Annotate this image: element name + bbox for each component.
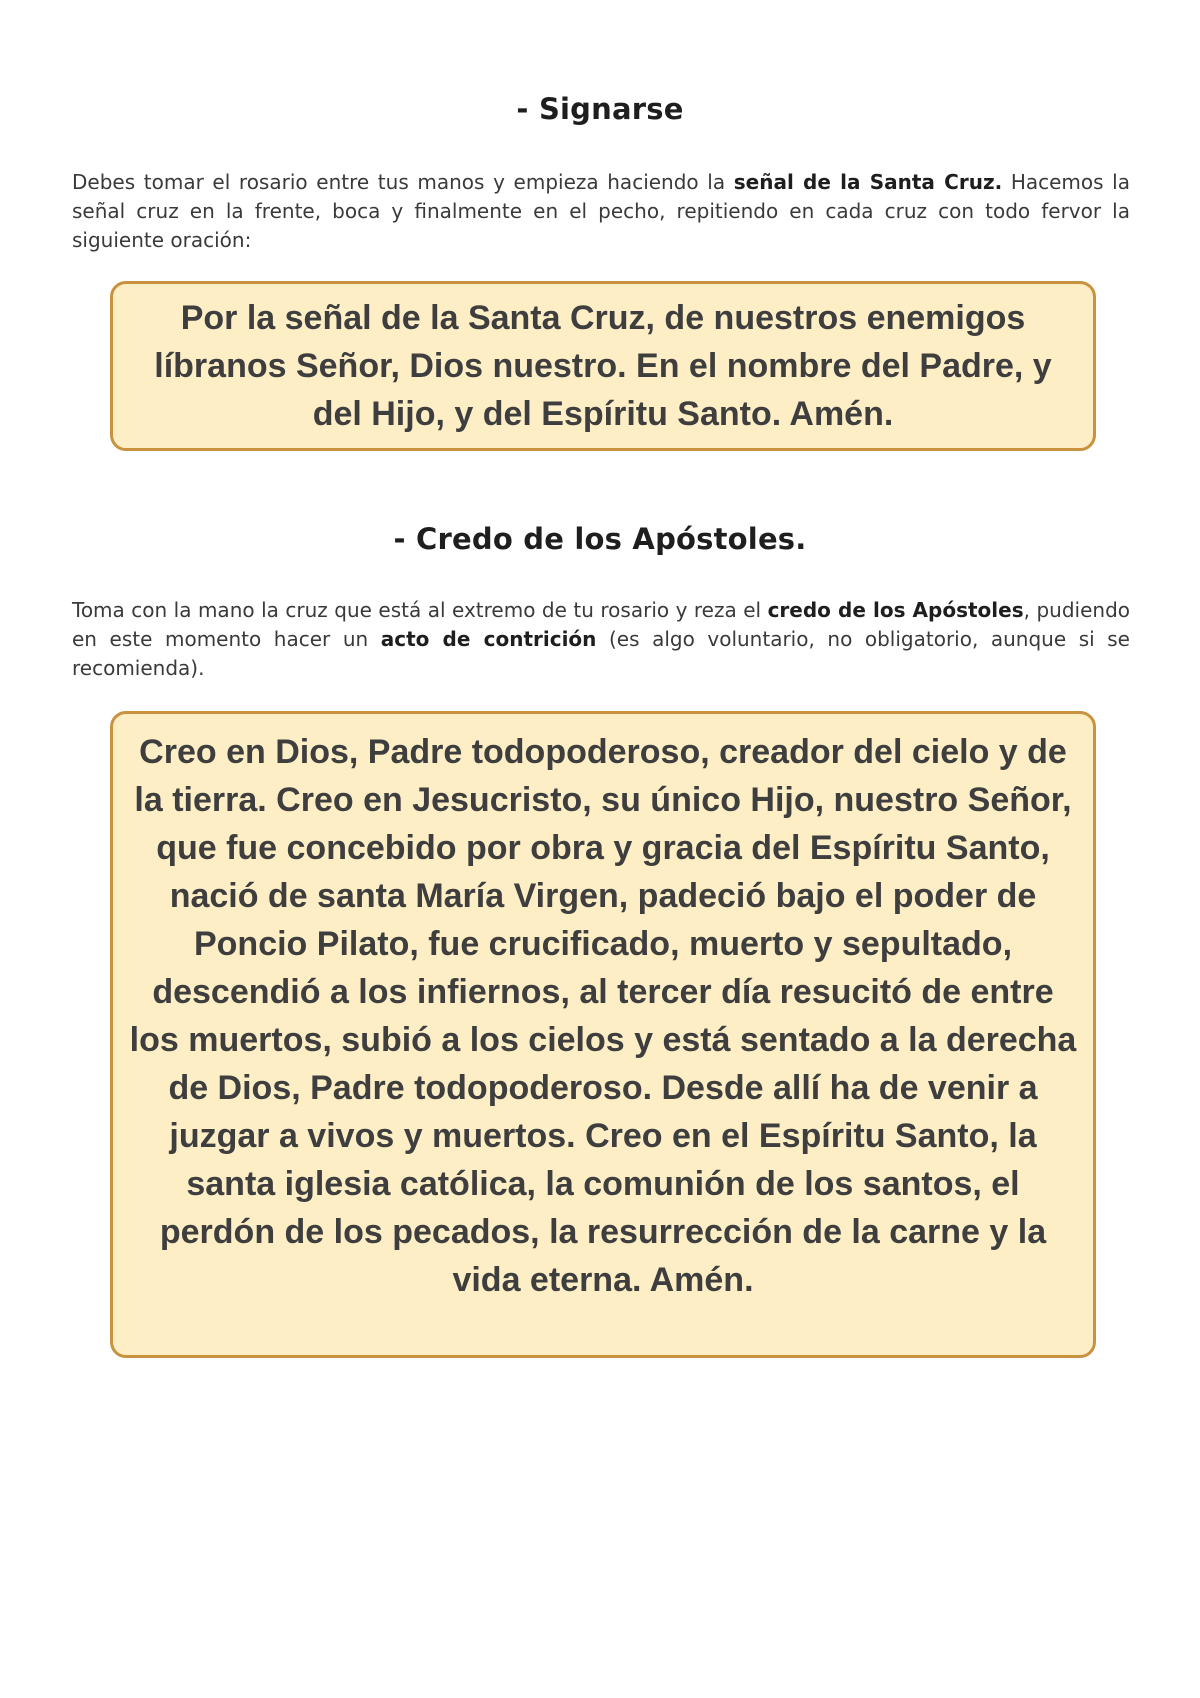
intro-paragraph-signarse: [72, 168, 1130, 255]
bold-text-run: señal de la Santa Cruz.: [733, 170, 1003, 194]
bold-text-run: credo de los Apóstoles: [767, 598, 1024, 622]
prayer-text: Creo en Dios, Padre todopoderoso, creador del cielo y de la tierra. Creo en Jesucristo, su único Hijo, nuestro Señor, que fue concebido por obra y gracia del Espíritu Santo, nació de santa María Virgen, padeció bajo el poder de Poncio Pilato, fue crucificado, muerto y sepultado, descendió a los infiernos, al tercer día resucitó de entre los muertos, subió a los cielos y está sentado a la derecha de Dios, Padre todopoderoso. Desde allí ha de venir a juzgar a vivos y muertos. Creo en el Espíritu Santo, la santa iglesia católica, la comunión de los santos, el perdón de los pecados, la resurrección de la carne y la vida eterna. Amén.: [129, 733, 1077, 1299]
intro-paragraph-credo: [72, 596, 1130, 683]
text-run: , pudiendo en este momento hacer un: [72, 598, 1130, 651]
section-heading-signarse: - Signarse: [516, 92, 684, 126]
prayer-box-credo: [110, 711, 1096, 1358]
prayer-text: Por la señal de la Santa Cruz, de nuestros enemigos líbranos Señor, Dios nuestro. En el nombre del Padre, y del Hijo, y del Espíritu Santo. Amén.: [154, 299, 1052, 433]
bold-text-run: acto de contrición: [380, 627, 597, 651]
text-run: Debes tomar el rosario entre tus manos y empieza haciendo la: [72, 170, 734, 194]
prayer-box-signarse: [110, 281, 1096, 451]
text-run: Hacemos la señal cruz en la frente, boca y finalmente en el pecho, repitiendo en cada cruz con todo fervor la siguiente oración:: [72, 170, 1130, 252]
section-heading-credo: - Credo de los Apóstoles.: [393, 522, 807, 556]
text-run: (es algo voluntario, no obligatorio, aunque si se recomienda).: [72, 627, 1130, 680]
text-run: Toma con la mano la cruz que está al extremo de tu rosario y reza el: [72, 598, 768, 622]
